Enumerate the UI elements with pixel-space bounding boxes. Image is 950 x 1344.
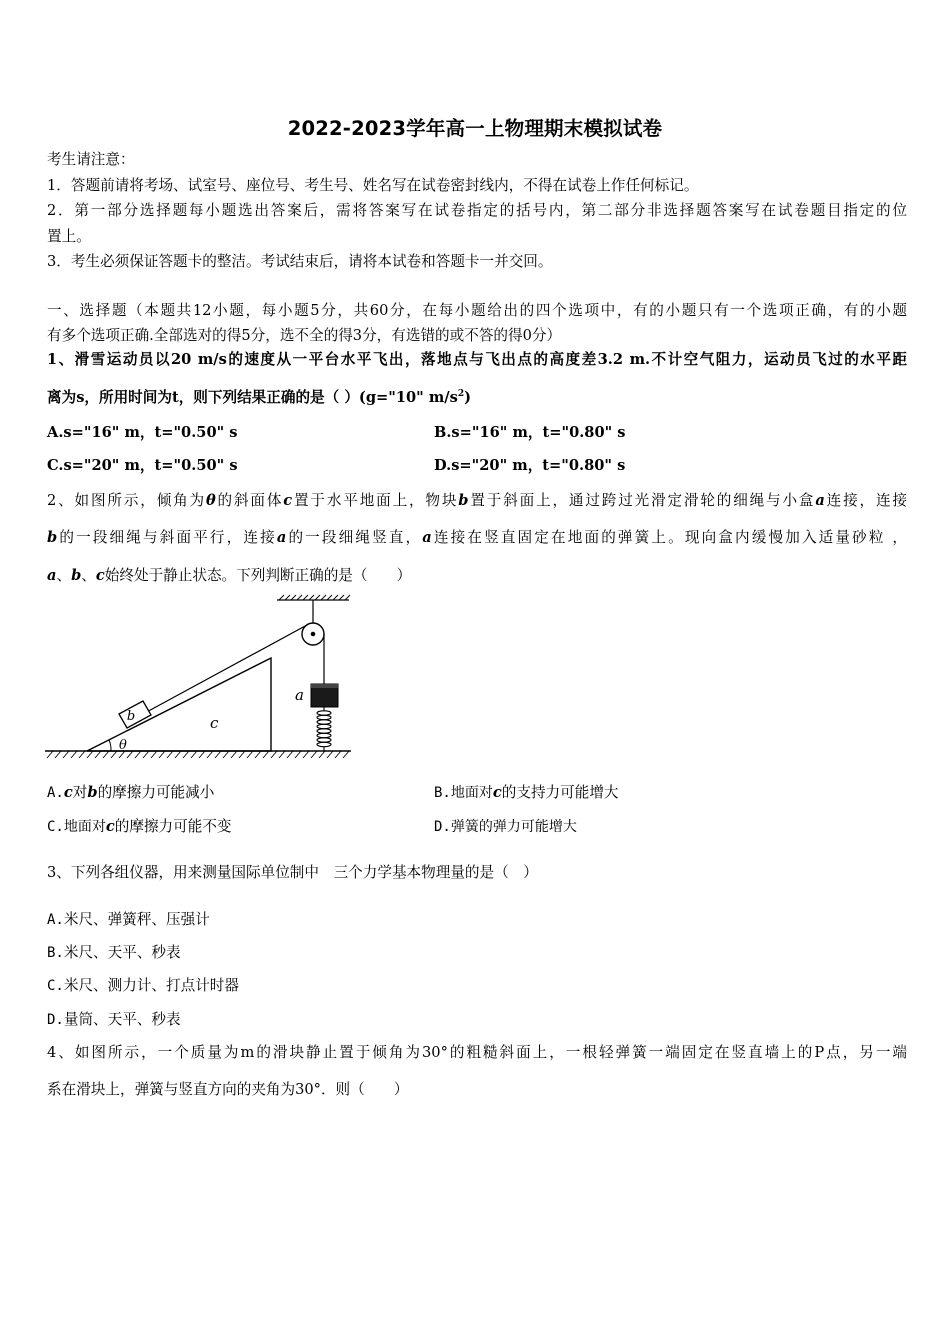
q2-stem-line-1: 2、如图所示，倾角为θ的斜面体c置于水平地面上，物块b置于斜面上，通过跨过光滑定滑轮的细绳与小盒a连接，连接 (47, 492, 907, 509)
rope-to-b (143, 625, 307, 714)
q3-option-b[interactable]: B.米尺、天平、秒表 (47, 944, 181, 961)
label-b: b (126, 709, 136, 724)
q3-option-a[interactable]: A.米尺、弹簧秤、压强计 (47, 911, 210, 928)
q2-option-c[interactable]: C.地面对c的摩擦力可能不变 (47, 818, 232, 835)
section-heading-line-2: 有多个选项正确.全部选对的得5分，选不全的得3分，有选错的或不答的得0分） (47, 327, 562, 344)
label-theta: θ (119, 738, 127, 753)
box-a (311, 684, 338, 707)
q2-option-a[interactable]: A.c对b的摩擦力可能减小 (47, 784, 215, 801)
section-heading-line-1: 一、选择题（本题共12小题，每小题5分，共60分，在每小题给出的四个选项中，有的小题只有一个选项正确，有的小题 (47, 302, 907, 319)
incline-pulley-figure (45, 592, 355, 764)
q4-stem-line-1: 4、如图所示，一个质量为m的滑块静止置于倾角为30°的粗糙斜面上，一根轻弹簧一端固定在竖直墙上的P点，另一端 (47, 1044, 907, 1061)
label-c: c (210, 714, 219, 732)
q1-option-c[interactable]: C.s="20" m，t="0.50" s (47, 457, 238, 474)
q3-stem: 3、下列各组仪器，用来测量国际单位制中 三个力学基本物理量的是（ ） (47, 864, 538, 881)
q2-option-d[interactable]: D.弹簧的弹力可能增大 (434, 819, 577, 835)
q3-option-c[interactable]: C.米尺、测力计、打点计时器 (47, 977, 239, 994)
incline-c (87, 658, 271, 751)
notice-item-1: 1．答题前请将考场、试室号、座位号、考生号、姓名写在试卷密封线内，不得在试卷上作任何标记。 (47, 177, 699, 194)
q2-stem-line-3: a、b、c始终处于静止状态。下列判断正确的是（ ） (47, 567, 412, 584)
notice-heading: 考生请注意： (47, 151, 135, 168)
notice-item-2-line-2: 置上。 (47, 228, 91, 245)
angle-arc (109, 740, 111, 751)
q1-option-d[interactable]: D.s="20" m，t="0.80" s (434, 457, 626, 474)
q1-option-a[interactable]: A.s="16" m，t="0.50" s (47, 424, 238, 441)
q2-stem-line-2: b的一段细绳与斜面平行，连接a的一段细绳竖直，a连接在竖直固定在地面的弹簧上。现向盒内缓慢加入适量砂粒 ， (47, 529, 907, 546)
ground (45, 751, 351, 758)
page-title: 2022-2023学年高一上物理期末模拟试卷 (287, 117, 663, 140)
spring-icon (317, 707, 331, 751)
notice-item-2-line-1: 2．第一部分选择题每小题选出答案后，需将答案写在试卷指定的括号内，第二部分非选择题答案写在试卷题目指定的位 (47, 202, 907, 219)
q1-stem-line-1: 1、滑雪运动员以20 m/s的速度从一平台水平飞出，落地点与飞出点的高度差3.2 m.不计空气阻力，运动员飞过的水平距 (47, 351, 907, 368)
notice-item-3: 3．考生必须保证答题卡的整洁。考试结束后，请将本试卷和答题卡一并交回。 (47, 253, 553, 270)
q1-stem-line-2: 离为s，所用时间为t，则下列结果正确的是（ ）(g="10" $m/s^2$) (47, 389, 472, 406)
q3-option-d[interactable]: D.量筒、天平、秒表 (47, 1011, 181, 1028)
q2-option-b[interactable]: B.地面对c的支持力可能增大 (434, 784, 619, 801)
q4-stem-line-2: 系在滑块上，弹簧与竖直方向的夹角为30°．则（ ） (47, 1081, 409, 1098)
q1-option-b[interactable]: B.s="16" m，t="0.80" s (434, 424, 626, 441)
label-a: a (295, 686, 304, 704)
